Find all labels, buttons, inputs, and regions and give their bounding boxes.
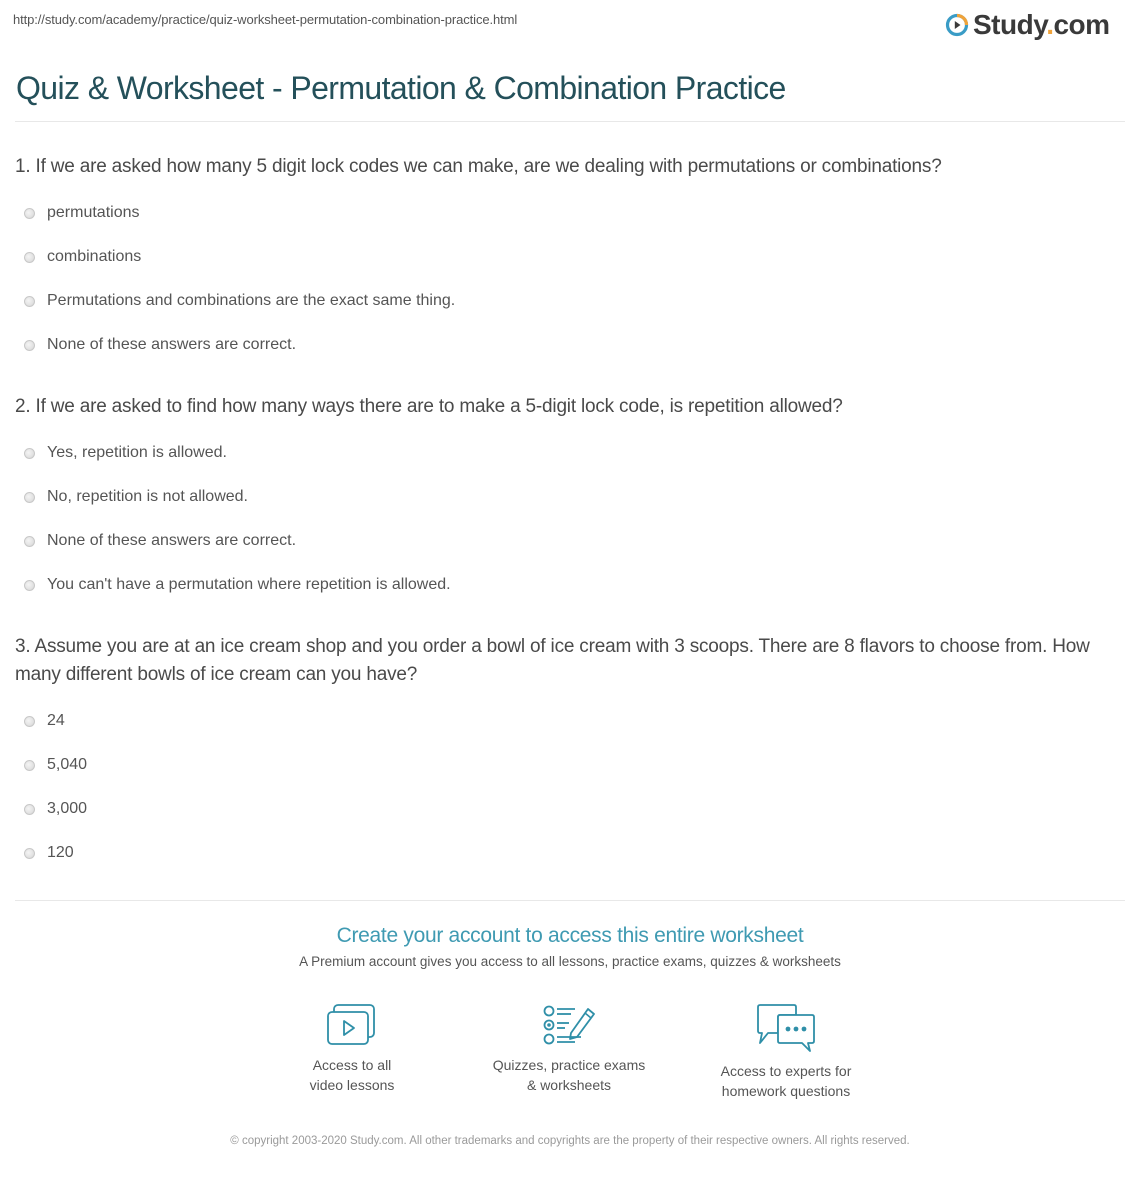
answer-option[interactable]	[15, 563, 1125, 607]
answer-option[interactable]	[15, 743, 1125, 787]
page-header	[0, 0, 1140, 50]
page-title: Quiz & Worksheet - Permutation & Combination Practice	[16, 70, 786, 106]
feature-label: Access to experts for homework questions	[720, 1063, 852, 1099]
answer-option[interactable]	[15, 519, 1125, 563]
answer-label: 120	[47, 844, 74, 861]
question-2	[15, 393, 1125, 607]
answer-option[interactable]	[15, 191, 1125, 235]
play-circle-logo-icon	[945, 13, 969, 37]
answer-option[interactable]	[15, 431, 1125, 475]
radio-button[interactable]	[24, 296, 35, 307]
radio-button[interactable]	[24, 716, 35, 727]
question-3	[15, 633, 1125, 875]
page-url: http://study.com/academy/practice/quiz-worksheet-permutation-combination-practice.html	[13, 12, 518, 27]
answer-option[interactable]	[15, 475, 1125, 519]
title-divider	[15, 121, 1125, 122]
answer-label: permutations	[47, 204, 140, 221]
answer-label: 3,000	[47, 800, 88, 817]
answer-option[interactable]	[15, 323, 1125, 367]
answer-label: 24	[47, 712, 65, 729]
study-logo[interactable]	[945, 8, 1110, 42]
answer-label: Yes, repetition is allowed.	[47, 444, 227, 461]
radio-button[interactable]	[24, 340, 35, 351]
question-1	[15, 153, 1125, 367]
answer-label: 5,040	[47, 756, 88, 773]
feature-label: Quizzes, practice exams & worksheets	[492, 1057, 646, 1093]
question-text: 2. If we are asked to find how many ways there are to make a 5-digit lock code, is repetition allowed?	[15, 396, 843, 417]
feature-video-lessons	[252, 1003, 452, 1095]
question-text: 3. Assume you are at an ice cream shop and you order a bowl of ice cream with 3 scoops. There are 8 flavors to choose from. How many different bowls of ice cream can you have?	[15, 636, 1090, 685]
radio-button[interactable]	[24, 848, 35, 859]
feature-label: Access to all video lessons	[309, 1057, 395, 1093]
answer-label: combinations	[47, 248, 142, 265]
radio-button[interactable]	[24, 492, 35, 503]
video-lessons-icon	[325, 1003, 379, 1047]
create-account-link[interactable]: Create your account to access this entire worksheet	[336, 924, 804, 947]
chat-bubbles-icon	[754, 1003, 818, 1053]
radio-button[interactable]	[24, 760, 35, 771]
answer-label: No, repetition is not allowed.	[47, 488, 248, 505]
radio-button[interactable]	[24, 580, 35, 591]
promo-divider	[15, 900, 1125, 901]
answer-option[interactable]	[15, 279, 1125, 323]
answer-option[interactable]	[15, 787, 1125, 831]
answer-option[interactable]	[15, 699, 1125, 743]
radio-button[interactable]	[24, 448, 35, 459]
feature-experts	[686, 1003, 886, 1101]
radio-button[interactable]	[24, 252, 35, 263]
feature-quizzes	[469, 1003, 669, 1095]
answer-option[interactable]	[15, 831, 1125, 875]
quiz-checklist-pencil-icon	[541, 1003, 597, 1047]
answer-label: None of these answers are correct.	[47, 532, 297, 549]
question-text: 1. If we are asked how many 5 digit lock codes we can make, are we dealing with permutations or combinations?	[15, 156, 942, 177]
logo-wordmark: Study.com	[973, 9, 1110, 40]
answer-option[interactable]	[15, 235, 1125, 279]
radio-button[interactable]	[24, 208, 35, 219]
promo-subtitle: A Premium account gives you access to all lessons, practice exams, quizzes & worksheets	[299, 954, 841, 969]
answer-label: None of these answers are correct.	[47, 336, 297, 353]
copyright-notice: © copyright 2003-2020 Study.com. All other trademarks and copyrights are the property of their respective owners. All rights reserved.	[230, 1135, 910, 1147]
radio-button[interactable]	[24, 536, 35, 547]
radio-button[interactable]	[24, 804, 35, 815]
answer-label: Permutations and combinations are the exact same thing.	[47, 292, 456, 309]
answer-label: You can't have a permutation where repetition is allowed.	[47, 576, 451, 593]
